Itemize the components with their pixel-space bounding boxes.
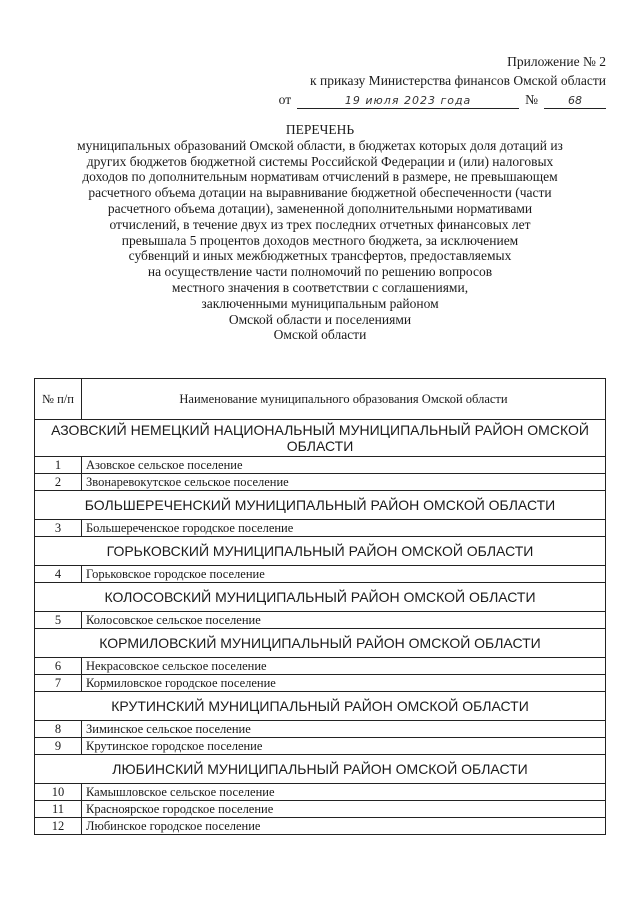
settlement-name: Камышловское сельское поселение — [82, 784, 606, 801]
table-row — [35, 520, 606, 537]
district-row — [35, 583, 606, 612]
district-row — [35, 692, 606, 721]
row-number: 3 — [35, 520, 82, 537]
row-number: 9 — [35, 738, 82, 755]
district-name: КРУТИНСКИЙ МУНИЦИПАЛЬНЫЙ РАЙОН ОМСКОЙ ОБЛАСТИ — [35, 692, 606, 721]
table-row — [35, 566, 606, 583]
title-heading: ПЕРЕЧЕНЬ — [285, 122, 355, 137]
settlement-name: Зиминское сельское поселение — [82, 721, 606, 738]
settlement-name: Красноярское городское поселение — [82, 801, 606, 818]
district-row — [35, 491, 606, 520]
district-row — [35, 420, 606, 457]
district-name: КОРМИЛОВСКИЙ МУНИЦИПАЛЬНЫЙ РАЙОН ОМСКОЙ ОБЛАСТИ — [35, 629, 606, 658]
appendix-order-reference: к приказу Министерства финансов Омской области — [310, 73, 606, 88]
settlement-name: Звонаревокутское сельское поселение — [82, 474, 606, 491]
row-number: 4 — [35, 566, 82, 583]
from-label: от — [278, 92, 292, 107]
district-name: АЗОВСКИЙ НЕМЕЦКИЙ НАЦИОНАЛЬНЫЙ МУНИЦИПАЛЬНЫЙ РАЙОН ОМСКОЙ ОБЛАСТИ — [35, 420, 606, 457]
handwritten-date: 19 июля 2023 года — [297, 94, 519, 109]
district-name: ГОРЬКОВСКИЙ МУНИЦИПАЛЬНЫЙ РАЙОН ОМСКОЙ ОБЛАСТИ — [35, 537, 606, 566]
settlement-name: Большереченское городское поселение — [82, 520, 606, 537]
number-label: № — [525, 92, 538, 107]
district-row — [35, 629, 606, 658]
header-number: № п/п — [35, 379, 82, 420]
table-row — [35, 675, 606, 692]
order-date-number-line — [279, 90, 606, 109]
settlement-name: Кормиловское городское поселение — [82, 675, 606, 692]
district-row — [35, 537, 606, 566]
settlement-name: Азовское сельское поселение — [82, 457, 606, 474]
handwritten-number: 68 — [544, 94, 606, 109]
district-name: ЛЮБИНСКИЙ МУНИЦИПАЛЬНЫЙ РАЙОН ОМСКОЙ ОБЛАСТИ — [35, 755, 606, 784]
district-name: КОЛОСОВСКИЙ МУНИЦИПАЛЬНЫЙ РАЙОН ОМСКОЙ ОБЛАСТИ — [35, 583, 606, 612]
district-name: БОЛЬШЕРЕЧЕНСКИЙ МУНИЦИПАЛЬНЫЙ РАЙОН ОМСКОЙ ОБЛАСТИ — [35, 491, 606, 520]
settlement-name: Горьковское городское поселение — [82, 566, 606, 583]
appendix-number: Приложение № 2 — [507, 54, 606, 69]
table-header-row — [35, 379, 606, 420]
row-number: 1 — [35, 457, 82, 474]
municipalities-table — [34, 378, 606, 835]
document-title — [0, 122, 640, 343]
settlement-name: Некрасовское сельское поселение — [82, 658, 606, 675]
table-row — [35, 721, 606, 738]
settlement-name: Любинское городское поселение — [82, 818, 606, 835]
row-number: 2 — [35, 474, 82, 491]
row-number: 10 — [35, 784, 82, 801]
table-row — [35, 818, 606, 835]
title-body: муниципальных образований Омской области, в бюджетах которых доля дотаций из других бюджетов бюджетной системы Российской Федерации и (или) налоговых доходов по дополнительным нормативам отчислений в размере, не превышающем расчетного объема дотации на выравнивание бюджетной обеспеченности (части расчетного объема дотации), замененной дополнительными нормативами отчислений, в течение двух из трех последних отчетных финансовых лет превышала 5 процентов доходов местного бюджета, за исключением субвенций и иных межбюджетных трансфертов, предоставляемых на осуществление части полномочий по решению вопросов местного значения в соответствии с соглашениями, заключенными муниципальным районом Омской области и поселениями Омской области — [77, 137, 563, 343]
settlement-name: Крутинское городское поселение — [82, 738, 606, 755]
row-number: 8 — [35, 721, 82, 738]
row-number: 5 — [35, 612, 82, 629]
header-name: Наименование муниципального образования Омской области — [82, 379, 606, 420]
row-number: 12 — [35, 818, 82, 835]
row-number: 6 — [35, 658, 82, 675]
district-row — [35, 755, 606, 784]
table-row — [35, 658, 606, 675]
row-number: 11 — [35, 801, 82, 818]
table-row — [35, 801, 606, 818]
table-row — [35, 784, 606, 801]
table-row — [35, 612, 606, 629]
appendix-header — [279, 52, 606, 109]
settlement-name: Колосовское сельское поселение — [82, 612, 606, 629]
table-row — [35, 457, 606, 474]
table-row — [35, 474, 606, 491]
table-row — [35, 738, 606, 755]
row-number: 7 — [35, 675, 82, 692]
